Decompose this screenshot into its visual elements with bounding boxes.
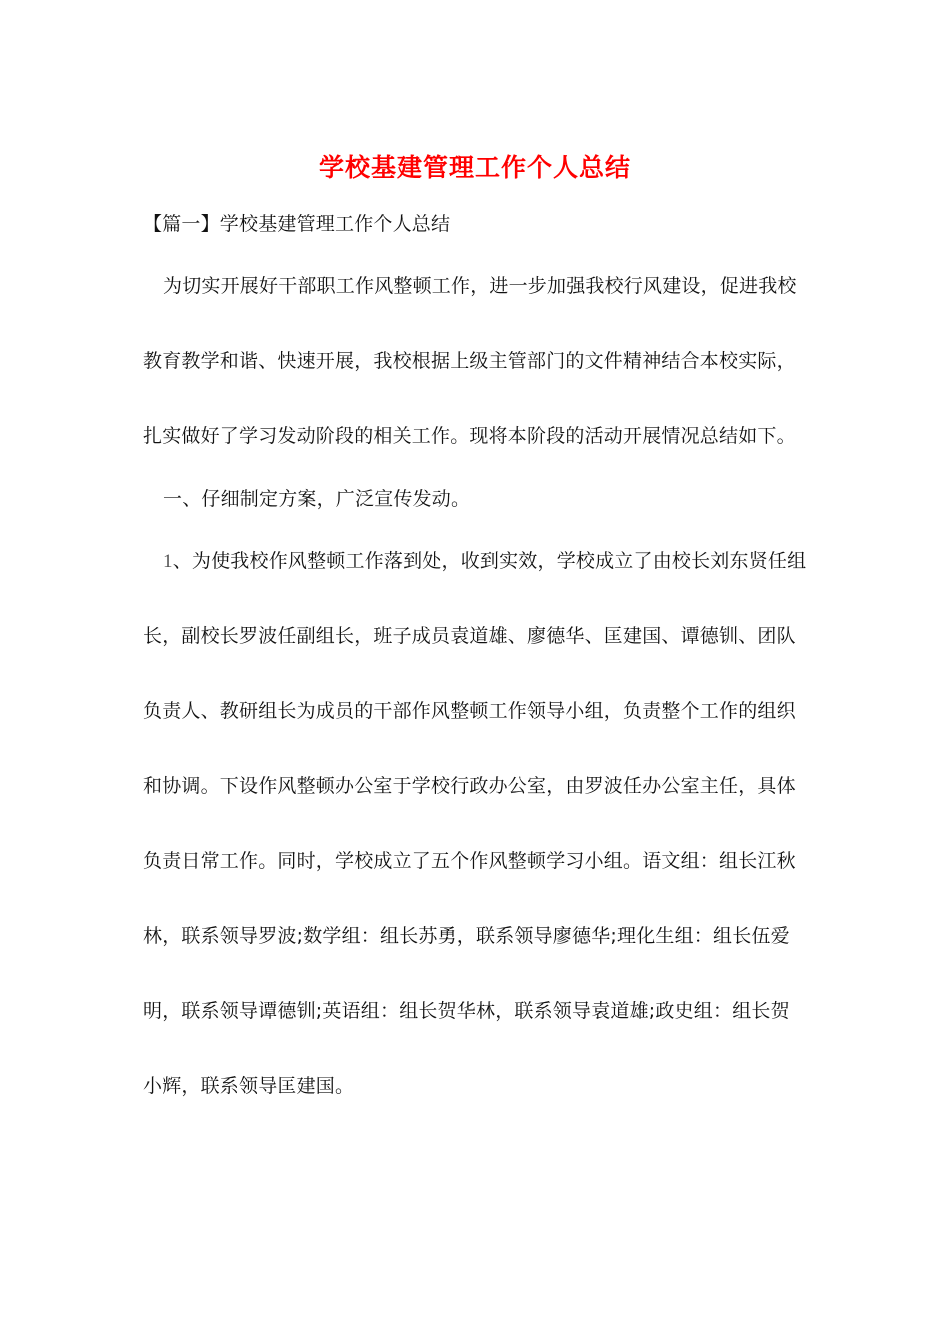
paragraph-line: 扎实做好了学习发动阶段的相关工作。现将本阶段的活动开展情况总结如下。 (143, 425, 796, 447)
item-number: 1 (163, 551, 173, 572)
paragraph-line: 负责日常工作。同时，学校成立了五个作风整顿学习小组。语文组：组长江秋 (143, 850, 796, 872)
paragraph-line: 教育教学和谐、快速开展，我校根据上级主管部门的文件精神结合本校实际， (143, 350, 796, 372)
paragraph-line: 林，联系领导罗波;数学组：组长苏勇，联系领导廖德华;理化生组：组长伍爱 (143, 925, 790, 947)
paragraph-line: 小辉，联系领导匡建国。 (143, 1075, 355, 1097)
paragraph-line: 和协调。下设作风整顿办公室于学校行政办公室，由罗波任办公室主任，具体 (143, 775, 796, 797)
document-title: 学校基建管理工作个人总结 (318, 153, 631, 182)
section-heading: 【篇一】学校基建管理工作个人总结 (143, 213, 451, 235)
numbered-paragraph-line (163, 547, 843, 576)
paragraph-line: 负责人、教研组长为成员的干部作风整顿工作领导小组，负责整个工作的组织 (143, 700, 796, 722)
paragraph-line: 为切实开展好干部职工作风整顿工作，进一步加强我校行风建设，促进我校 (163, 275, 797, 297)
paragraph-line: 长，副校长罗波任副组长，班子成员袁道雄、廖德华、匡建国、谭德钏、团队 (143, 625, 796, 647)
paragraph-line-text: 、为使我校作风整顿工作落到处，收到实效，学校成立了由校长刘东贤任组 (172, 550, 807, 572)
paragraph-line: 明，联系领导谭德钏;英语组：组长贺华林，联系领导袁道雄;政史组：组长贺 (143, 1000, 790, 1022)
subsection-heading: 一、仔细制定方案，广泛宣传发动。 (163, 488, 471, 510)
